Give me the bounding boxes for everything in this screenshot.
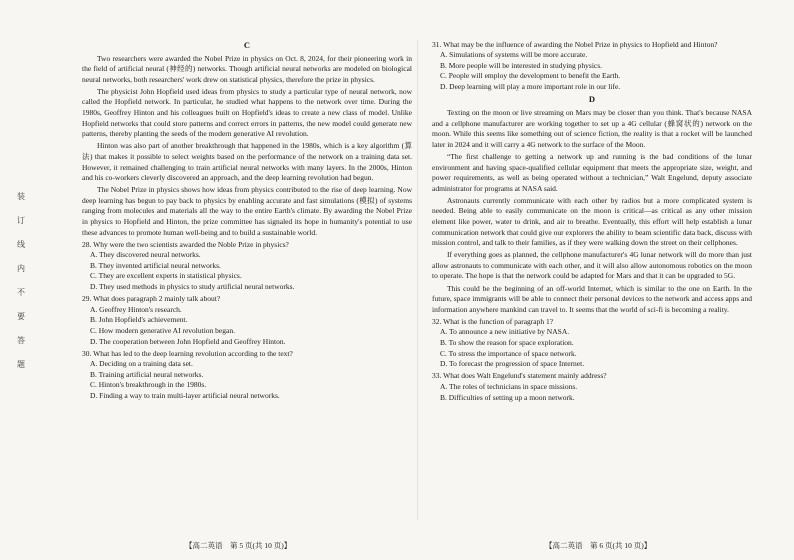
margin-char: 答 (16, 336, 26, 344)
answer-option: B. More people will be interested in studying physics. (440, 60, 603, 70)
answer-option: B. Training artificial neural networks. (90, 369, 204, 379)
question-stem: 32. What is the function of paragraph 1? (432, 316, 554, 326)
answer-option: C. To stress the importance of space network. (440, 348, 577, 358)
margin-char: 线 (16, 240, 26, 248)
question-stem: 33. What does Walt Engelund's statement mainly address? (432, 371, 607, 381)
passage-paragraph: If everything goes as planned, the cellphone manufacturer's 4G lunar network will do more than just allow astronauts to communicate with each other, and it will also allow autonomous robotics on the moon to operate. The hope is that the network could be adapted for Mars and that it can be upgraded to 5G. (432, 250, 752, 281)
answer-option: C. People will employ the development to benefit the Earth. (440, 71, 621, 81)
answer-option: A. They discovered neural networks. (90, 250, 201, 260)
answer-option: A. To announce a new initiative by NASA. (440, 327, 570, 337)
right-page (432, 38, 752, 403)
answer-option: C. Hinton's breakthrough in the 1980s. (90, 380, 207, 390)
question-28 (82, 240, 412, 293)
question-33 (432, 371, 752, 403)
answer-option: D. Deep learning will play a more important role in our life. (440, 81, 621, 91)
passage-paragraph: The Nobel Prize in physics shows how ideas from physics contributed to the rise of deep learning. Now deep learning has begun to pay back to physics by enabling accurate and fast simulations (模拟) of systems ranging from molecules and materials all the way to the entire Earth's climate. By awarding the Nobel Prize in physics to Hopfield and Hinton, the prize committee has signaled its hope in humanity's potential to use these advances to promote human well-being and to build a sustainable world. (82, 185, 412, 237)
margin-char: 订 (16, 216, 26, 224)
question-29 (82, 294, 412, 347)
question-stem: 30. What has led to the deep learning revolution according to the text? (82, 348, 293, 358)
passage-paragraph: This could be the beginning of an off-world Internet, which is similar to the one on Earth. In the future, space immigrants will be able to connect their personal devices to the network and access apps and information anywhere mankind can travel to. It seems that the world of sci-fi is becoming a reality. (432, 283, 752, 314)
answer-option: D. To forecast the progression of space Internet. (440, 359, 585, 369)
answer-option: A. The roles of technicians in space missions. (440, 381, 578, 391)
answer-option: B. Difficulties of setting up a moon network. (440, 392, 575, 402)
left-page (82, 38, 412, 402)
section-heading-d: D (588, 94, 596, 105)
answer-option: C. How modern generative AI revolution began. (90, 325, 235, 335)
margin-char: 内 (16, 264, 26, 272)
passage-paragraph: Two researchers were awarded the Nobel Prize in physics on Oct. 8, 2024, for their pioneering work in the field of artificial neural (神经的) networks. Though artificial neural networks are modeled on biological neural networks, both researchers' work drew on statistical physics, therefore the prize in physics. (82, 53, 412, 84)
section-heading-c: C (243, 40, 251, 50)
page-divider (417, 40, 418, 520)
answer-option: B. They invented artificial neural networks. (90, 260, 221, 270)
passage-paragraph: The physicist John Hopfield used ideas from physics to study a particular type of neural network, now called the Hopfield network. In particular, he studied what happens to the network over time. During the 1980s, Geoffrey Hinton and his colleagues built on Hopfield's ideas to create a new class of model. Unlike Hopfield networks that could store patterns and correct errors in patterns, the new model could generate new patterns, thereby planting the seeds of the modern generative AI revolution. (82, 86, 412, 139)
answer-option: D. The cooperation between John Hopfield and Geoffrey Hinton. (90, 336, 286, 346)
page-footer-right: 【高二英语 第 6 页(共 10 页)】 (545, 541, 652, 550)
question-stem: 31. What may be the influence of awarding the Nobel Prize in physics to Hopfield and Hinton? (432, 39, 718, 49)
passage-paragraph: Texting on the moon or live streaming on Mars may be closer than you think. That's because NASA and a cellphone manufacturer are working together to set up a 4G cellular (蜂窝状的) network on the moon. While this seems like something out of science fiction, the reality is that a rocket will be launched later in 2024 and it will carry a 4G network to the surface of the Moon. (432, 108, 752, 149)
margin-char: 不 (16, 288, 26, 296)
question-31 (432, 40, 752, 93)
answer-option: D. Finding a way to train multi-layer artificial neural networks. (90, 391, 280, 400)
passage-paragraph: “The first challenge to getting a network up and running is the bad conditions of the lunar environment and having space-qualified cellular equipment that meets the appropriate size, weight, and power requirements, as well as being operated without a technician,” Walt Engelund, deputy associate administrator for programs at NASA said. (432, 151, 752, 193)
answer-option: A. Simulations of systems will be more accurate. (440, 50, 588, 60)
answer-option: A. Geoffrey Hinton's research. (90, 304, 182, 314)
question-32 (432, 317, 752, 370)
margin-char: 题 (16, 360, 26, 368)
passage-paragraph: Astronauts currently communicate with each other by radios but a more complicated system is needed. Being able to easily communicate on the moon is critical—as critical as any other mission element like power, water to drink, and air to breathe. Eventually, this effort will help establish a lunar communication network that could give our explorers the ability to beam scientific data back, discuss with mission control, and talk to their families, as if they were walking down the street on their cellphones. (432, 195, 752, 248)
question-30 (82, 349, 412, 402)
answer-option: A. Deciding on a training data set. (90, 359, 193, 369)
binding-margin (6, 0, 36, 560)
answer-option: B. To show the reason for space exploration. (440, 338, 574, 348)
margin-char: 要 (16, 312, 26, 320)
answer-option: C. They are excellent experts in statistical physics. (90, 271, 242, 281)
question-stem: 28. Why were the two scientists awarded the Noble Prize in physics? (82, 239, 289, 249)
answer-option: B. John Hopfield's achievement. (90, 315, 188, 325)
question-stem: 29. What does paragraph 2 mainly talk about? (82, 294, 221, 304)
answer-option: D. They used methods in physics to study artificial neural networks. (90, 282, 295, 292)
margin-char: 装 (16, 192, 26, 200)
page-footer-left: 【高二英语 第 5 页(共 10 页)】 (185, 541, 292, 550)
passage-paragraph: Hinton was also part of another breakthrough that happened in the 1980s, which is a key algorithm (算法) that makes it possible to select weights based on the performance of the network on a training data set. However, it remained challenging to train artificial neural networks with many layers. In the 2000s, Hinton and his co-workers cleverly discovered an approach, and the deep learning revolution had begun. (82, 141, 412, 183)
